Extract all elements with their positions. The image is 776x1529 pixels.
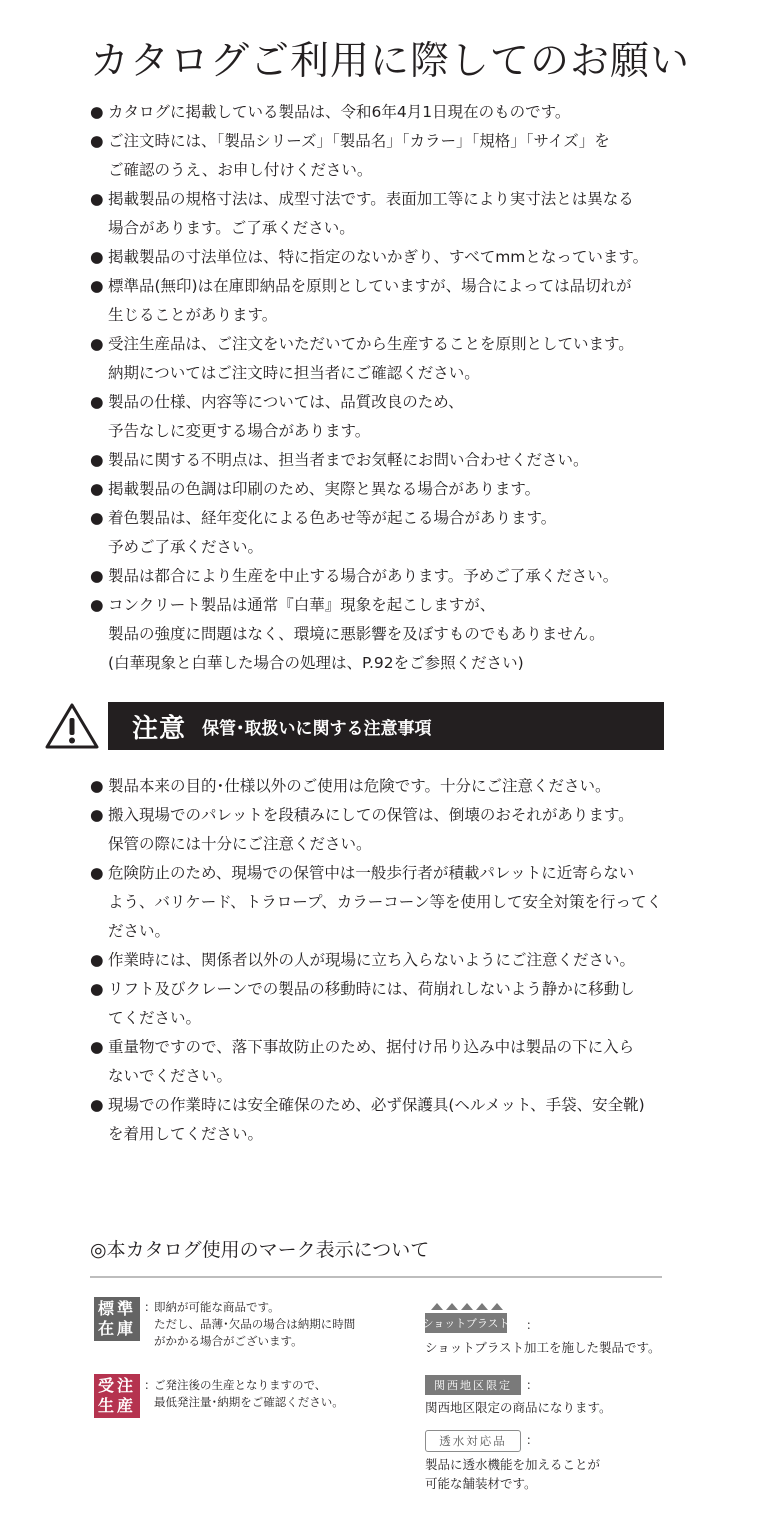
kansai-limited-tag: 関西地区限定 — [425, 1375, 521, 1395]
text-line: 受注生産品は、ご注文をいただいてから生産することを原則としています。 — [108, 335, 634, 353]
text-line: 掲載製品の寸法単位は、特に指定のないかぎり、すべてmmとなっています。 — [108, 248, 649, 266]
text-line: 予告なしに変更する場合があります。 — [108, 422, 371, 440]
bullet-icon: ● — [90, 980, 104, 998]
text-line: 掲載製品の規格寸法は、成型寸法です。表面加工等により実寸法とは異なる — [108, 190, 634, 208]
text-line: 危険防止のため、現場での保管中は一般歩行者が積載パレットに近寄らない — [108, 864, 635, 882]
badge-text: 在庫 — [97, 1319, 136, 1338]
colon: ： — [526, 1318, 539, 1332]
colon: ： — [526, 1378, 539, 1392]
bullet-icon: ● — [90, 1096, 104, 1114]
shot-blast-texture-icon — [429, 1301, 505, 1311]
shot-blast-tag: ショットブラスト — [425, 1313, 507, 1333]
text-line: てください。 — [108, 1009, 202, 1027]
standard-stock-desc — [154, 1299, 355, 1350]
text-line: 場合があります。ご了承ください。 — [108, 219, 355, 237]
badge-text: 受注 — [97, 1376, 136, 1395]
marks-section-title: ◎本カタログ使用のマーク表示について — [90, 1239, 430, 1261]
page-title: カタログご利用に際してのお願い — [90, 39, 691, 84]
made-to-order-desc — [154, 1377, 344, 1411]
text-line: 製品は都合により生産を中止する場合があります。予めご了承ください。 — [108, 567, 619, 585]
note-item — [90, 330, 690, 388]
bullet-icon: ● — [90, 132, 104, 150]
text-line: 搬入現場でのパレットを段積みにしての保管は、倒壊のおそれがあります。 — [108, 806, 634, 824]
text-line: ないでください。 — [108, 1067, 233, 1085]
bullet-icon: ● — [90, 509, 104, 527]
bullet-icon: ● — [90, 567, 104, 585]
colon: ： — [526, 1433, 539, 1447]
bullet-icon: ● — [90, 480, 104, 498]
text-line: 生じることがあります。 — [108, 306, 278, 324]
note-item — [90, 446, 690, 475]
desc-line: 製品に透水機能を加えることが — [425, 1457, 601, 1472]
caution-label: 注意 — [132, 713, 187, 744]
caution-subtitle: 保管･取扱いに関する注意事項 — [202, 718, 432, 739]
text-line: 保管の際には十分にご注意ください。 — [108, 835, 372, 853]
note-item — [90, 98, 690, 127]
caution-bar — [108, 702, 664, 750]
caution-header — [44, 702, 664, 750]
note-item — [90, 127, 690, 185]
divider — [90, 1276, 662, 1278]
note-item — [90, 504, 690, 562]
caution-item — [90, 801, 690, 859]
text-line: 製品の仕様、内容等については、品質改良のため、 — [108, 393, 464, 411]
caution-item — [90, 946, 690, 975]
caution-item — [90, 859, 690, 946]
text-line: コンクリート製品は通常『白華』現象を起こしますが、 — [108, 596, 496, 614]
note-item — [90, 243, 690, 272]
text-line: 標準品(無印)は在庫即納品を原則としていますが、場合によっては品切れが — [108, 277, 632, 295]
desc-line: 即納が可能な商品です。 — [154, 1300, 280, 1314]
bullet-icon: ● — [90, 1038, 104, 1056]
caution-item — [90, 1033, 690, 1091]
text-line: 現場での作業時には安全確保のため、必ず保護具(ヘルメット、手袋、安全靴) — [108, 1096, 645, 1114]
badge-text: 標準 — [97, 1299, 136, 1318]
permeable-desc — [425, 1455, 600, 1493]
standard-stock-badge — [94, 1297, 140, 1341]
bullet-icon: ● — [90, 103, 104, 121]
colon: ： — [144, 1300, 157, 1314]
text-line: を着用してください。 — [108, 1125, 264, 1143]
desc-line: 可能な舗装材です。 — [425, 1476, 537, 1491]
made-to-order-badge — [94, 1374, 140, 1418]
bullet-icon: ● — [90, 806, 104, 824]
bullet-icon: ● — [90, 248, 104, 266]
bullet-icon: ● — [90, 864, 104, 882]
text-line: カタログに掲載している製品は、令和6年4月1日現在のものです。 — [108, 103, 571, 121]
caution-item — [90, 1091, 690, 1149]
text-line: 製品に関する不明点は、担当者までお気軽にお問い合わせください。 — [108, 451, 589, 469]
bullet-icon: ● — [90, 190, 104, 208]
bullet-icon: ● — [90, 335, 104, 353]
text-line: ださい。 — [108, 922, 171, 940]
note-item — [90, 272, 690, 330]
note-item — [90, 591, 690, 678]
caution-list — [90, 772, 690, 1149]
text-line: 重量物ですので、落下事故防止のため、据付け吊り込み中は製品の下に入ら — [108, 1038, 635, 1056]
warning-icon — [44, 702, 100, 750]
text-line: 予めご了承ください。 — [108, 538, 264, 556]
bullet-icon: ● — [90, 393, 104, 411]
desc-line: ただし、品薄･欠品の場合は納期に時間 — [154, 1317, 356, 1331]
text-line: 着色製品は、経年変化による色あせ等が起こる場合があります。 — [108, 509, 557, 527]
note-item — [90, 388, 690, 446]
text-line: (白華現象と白華した場合の処理は、P.92をご参照ください) — [108, 654, 524, 672]
caution-item — [90, 975, 690, 1033]
bullet-icon: ● — [90, 596, 104, 614]
bullet-icon: ● — [90, 777, 104, 795]
text-line: 製品本来の目的･仕様以外のご使用は危険です。十分にご注意ください。 — [108, 777, 611, 795]
text-line: 製品の強度に問題はなく、環境に悪影響を及ぼすものでもありません。 — [108, 625, 605, 643]
colon: ： — [144, 1378, 157, 1392]
permeable-tag: 透水対応品 — [425, 1430, 521, 1452]
bullet-icon: ● — [90, 451, 104, 469]
bullet-icon: ● — [90, 951, 104, 969]
text-line: 納期についてはご注文時に担当者にご確認ください。 — [108, 364, 480, 382]
text-line: ご確認のうえ、お申し付けください。 — [108, 161, 373, 179]
catalog-notes-list — [90, 98, 690, 678]
kansai-limited-desc: 関西地区限定の商品になります。 — [425, 1400, 612, 1415]
text-line: リフト及びクレーンでの製品の移動時には、荷崩れしないよう静かに移動し — [108, 980, 635, 998]
text-line: ご注文時には、「製品シリーズ」「製品名」「カラー」「規格」「サイズ」を — [108, 132, 610, 150]
text-line: よう、バリケード、トラロープ、カラーコーン等を使用して安全対策を行ってく — [108, 893, 662, 911]
text-line: 作業時には、関係者以外の人が現場に立ち入らないようにご注意ください。 — [108, 951, 636, 969]
text-line: 掲載製品の色調は印刷のため、実際と異なる場合があります。 — [108, 480, 541, 498]
note-item — [90, 475, 690, 504]
desc-line: 最低発注量･納期をご確認ください。 — [154, 1395, 344, 1409]
bullet-icon: ● — [90, 277, 104, 295]
caution-item — [90, 772, 690, 801]
badge-text: 生産 — [97, 1396, 136, 1415]
desc-line: ご発注後の生産となりますので、 — [154, 1378, 327, 1392]
note-item — [90, 185, 690, 243]
shot-blast-desc: ショットブラスト加工を施した製品です。 — [425, 1340, 661, 1355]
desc-line: がかかる場合がございます。 — [154, 1334, 303, 1348]
note-item — [90, 562, 690, 591]
